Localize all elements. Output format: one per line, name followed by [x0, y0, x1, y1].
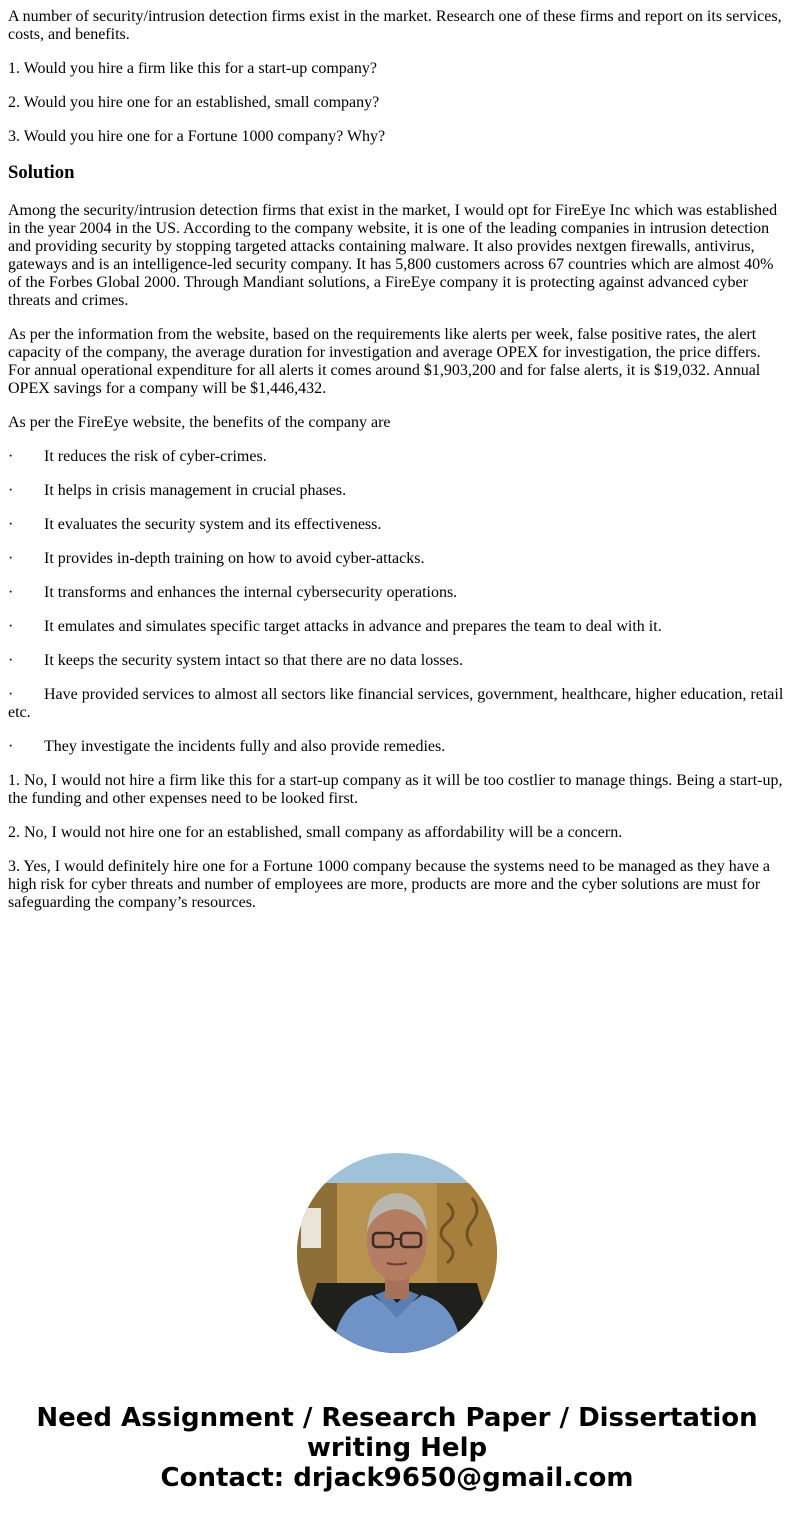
author-photo: [297, 1153, 497, 1353]
benefit-item: [8, 516, 786, 534]
benefit-item: [8, 686, 786, 722]
benefit-text: It keeps the security system intact so that there are no data losses.: [44, 652, 463, 669]
question-item-1: 1. Would you hire a firm like this for a start-up company?: [8, 60, 377, 77]
bullet-dot: ·: [8, 550, 14, 567]
benefit-text: It reduces the risk of cyber-crimes.: [44, 448, 267, 465]
bullet-dot: ·: [8, 516, 14, 533]
benefit-item: [8, 448, 786, 466]
benefit-item: [8, 482, 786, 500]
author-avatar: [297, 1153, 497, 1353]
answer-2: 2. No, I would not hire one for an established, small company as affordability will be a concern.: [8, 824, 623, 841]
benefit-item: [8, 618, 786, 636]
benefit-text: It provides in-depth training on how to avoid cyber-attacks.: [44, 550, 425, 567]
question-item-2: 2. Would you hire one for an established, small company?: [8, 94, 380, 111]
promo-line-2: writing Help: [306, 1433, 488, 1463]
promo-banner: [0, 1403, 794, 1493]
bullet-dot: ·: [8, 482, 14, 499]
bullet-dot: ·: [8, 652, 14, 669]
answer-1: 1. No, I would not hire a firm like this for a start-up company as it will be too costlier to manage things. Being a start-up, the funding and other expenses need to be looked first.: [8, 772, 783, 807]
bullet-dot: ·: [8, 686, 14, 703]
benefit-text: It evaluates the security system and its effectiveness.: [44, 516, 382, 533]
bullet-dot: ·: [8, 618, 14, 635]
solution-paragraph-3: As per the FireEye website, the benefits of the company are: [8, 414, 391, 431]
benefit-item: [8, 652, 786, 670]
document-body: [8, 8, 786, 928]
benefit-item: [8, 738, 786, 756]
switch-panel: [301, 1208, 321, 1248]
question-intro: A number of security/intrusion detection firms exist in the market. Research one of these firms and report on its services, costs, and benefits.: [8, 8, 782, 43]
bullet-dot: ·: [8, 448, 14, 465]
bullet-dot: ·: [8, 584, 14, 601]
solution-heading: Solution: [8, 162, 75, 183]
benefit-text: It helps in crisis management in crucial phases.: [44, 482, 347, 499]
promo-line-1: Need Assignment / Research Paper / Dissertation: [36, 1403, 758, 1433]
benefit-text: It transforms and enhances the internal cybersecurity operations.: [44, 584, 458, 601]
promo-contact: Contact: drjack9650@gmail.com: [160, 1463, 634, 1493]
benefit-text: It emulates and simulates specific target attacks in advance and prepares the team to deal with it.: [44, 618, 662, 635]
question-item-3: 3. Would you hire one for a Fortune 1000 company? Why?: [8, 128, 386, 145]
benefit-text: Have provided services to almost all sectors like financial services, government, healthcare, higher education, retail etc.: [8, 686, 784, 721]
benefit-item: [8, 550, 786, 568]
solution-paragraph-1: Among the security/intrusion detection firms that exist in the market, I would opt for FireEye Inc which was established in the year 2004 in the US. According to the company website, it is one of the leading companies in intrusion detection and providing security by stopping targeted attacks containing malware. It also provides nextgen firewalls, antivirus, gateways and is an intelligence-led security company. It has 5,800 customers across 67 countries which are almost 40% of the Forbes Global 2000. Through Mandiant solutions, a FireEye company it is protecting against advanced cyber threats and crimes.: [8, 202, 778, 309]
answer-3: 3. Yes, I would definitely hire one for a Fortune 1000 company because the systems need to be managed as they have a high risk for cyber threats and number of employees are more, products are more and the cyber solutions are must for safeguarding the company’s resources.: [8, 858, 771, 911]
bullet-dot: ·: [8, 738, 14, 755]
solution-paragraph-2: As per the information from the website, based on the requirements like alerts per week, false positive rates, the alert capacity of the company, the average duration for investigation and average OPEX for investigation, the price differs. For annual operational expenditure for all alerts it comes around $1,903,200 and for false alerts, it is $19,032. Annual OPEX savings for a company will be $1,446,432.: [8, 326, 761, 397]
benefit-item: [8, 584, 786, 602]
benefit-text: They investigate the incidents fully and also provide remedies.: [44, 738, 446, 755]
